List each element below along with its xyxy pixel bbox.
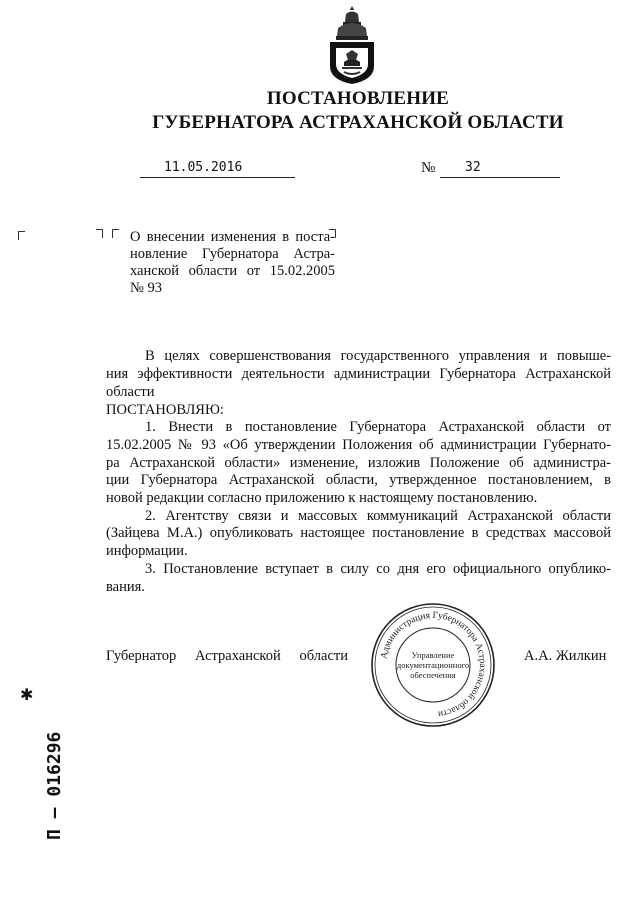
- registration-number: П – 016296: [44, 731, 65, 840]
- document-title: ПОСТАНОВЛЕНИЕ: [266, 88, 450, 109]
- item-2-line: (Зайцева М.А.) опубликовать настоящее постановление в средствах массовой: [106, 525, 611, 541]
- item-1-line: новой редакции согласно приложению к настоящему постановлению.: [106, 490, 538, 506]
- subject-corner-mark: [112, 229, 119, 238]
- item-3-line: 3. Постановление вступает в силу со дня его официального опублико-: [145, 561, 611, 577]
- coat-of-arms-icon: [326, 4, 378, 86]
- stamp-center-line: Управление: [411, 650, 455, 660]
- item-2-line: информации.: [106, 543, 188, 559]
- subject-line: ханской области от 15.02.2005: [130, 263, 335, 279]
- preamble-line: области: [106, 384, 155, 400]
- item-3-line: вания.: [106, 579, 145, 595]
- item-1-line: ра Астраханской области» изменение, изложив Положение об администра-: [106, 455, 611, 471]
- stamp-center-line: обеспечения: [410, 670, 456, 680]
- subject-corner-mark: [96, 229, 103, 238]
- document-issuer: ГУБЕРНАТОРА АСТРАХАНСКОЙ ОБЛАСТИ: [152, 112, 564, 133]
- document-date: 11.05.2016: [164, 160, 243, 175]
- item-2-line: 2. Агентству связи и массовых коммуникаций Астраханской области: [145, 508, 611, 524]
- preamble-line: В целях совершенствования государственного управления и повыше-: [145, 348, 611, 364]
- document-date-field: [140, 160, 295, 178]
- signatory-title: Губернатор Астраханской области: [106, 648, 348, 664]
- preamble-line: ния эффективности деятельности администрации Губернатора Астраханской: [106, 366, 611, 382]
- document-number-field: [440, 160, 560, 178]
- subject-line: О внесении изменения в поста-: [130, 229, 335, 245]
- decree-word: ПОСТАНОВЛЯЮ:: [106, 402, 224, 418]
- stamp-center-line: документационного: [396, 660, 470, 670]
- subject-line: новление Губернатора Астра-: [130, 246, 335, 262]
- margin-corner-mark: [18, 231, 25, 240]
- item-1-line: 15.02.2005 № 93 «Об утверждении Положения об администрации Губернато-: [106, 437, 611, 453]
- item-1-line: ции Губернатора Астраханской области, утвержденное постановлением, в: [106, 472, 611, 488]
- signatory-name: А.А. Жилкин: [524, 648, 607, 664]
- registration-mark: ✱: [20, 685, 34, 704]
- number-sign: №: [421, 160, 436, 176]
- item-1-line: 1. Внести в постановление Губернатора Астраханской области от: [145, 419, 611, 435]
- document-number: 32: [465, 160, 481, 175]
- stamp-ring-text: Администрация Губернатора Астраханской области: [379, 610, 488, 719]
- official-stamp: [368, 600, 498, 730]
- subject-line: № 93: [130, 280, 162, 296]
